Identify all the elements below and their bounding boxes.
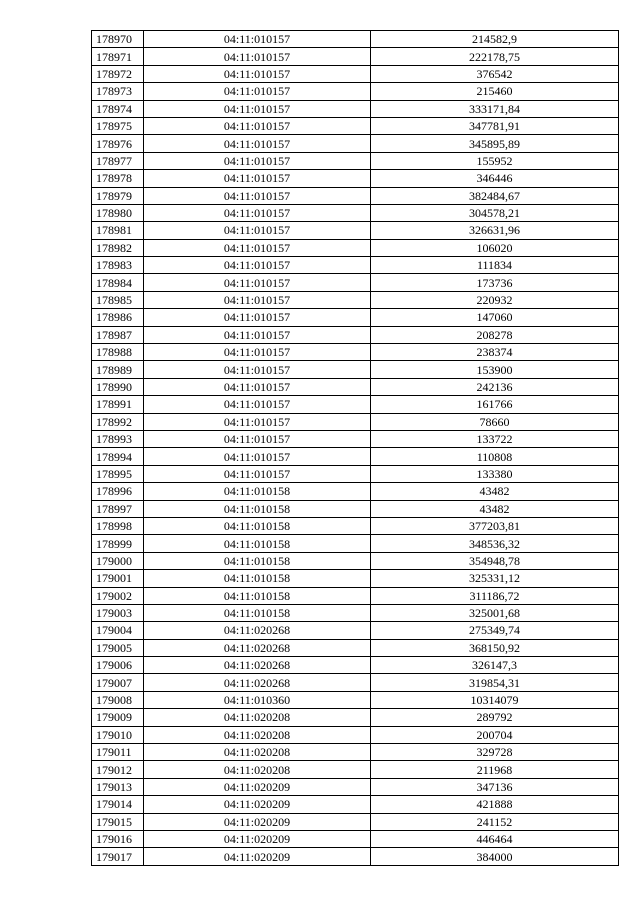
row-number-cell: 178984 — [92, 274, 144, 291]
table-row — [92, 187, 619, 204]
table-row — [92, 239, 619, 256]
row-number-cell: 179000 — [92, 552, 144, 569]
cadastral-number-cell: 04:11:010157 — [144, 344, 371, 361]
row-number-cell: 179016 — [92, 830, 144, 847]
cadastral-value-cell: 78660 — [371, 413, 619, 430]
cadastral-value-cell: 319854,31 — [371, 674, 619, 691]
cadastral-value-cell: 110808 — [371, 448, 619, 465]
cadastral-number-cell: 04:11:010157 — [144, 257, 371, 274]
table-row — [92, 761, 619, 778]
table-row — [92, 552, 619, 569]
cadastral-value-cell: 354948,78 — [371, 552, 619, 569]
cadastral-value-cell: 220932 — [371, 291, 619, 308]
cadastral-number-cell: 04:11:010158 — [144, 500, 371, 517]
cadastral-number-cell: 04:11:010158 — [144, 570, 371, 587]
cadastral-number-cell: 04:11:010158 — [144, 517, 371, 534]
row-number-cell: 178990 — [92, 378, 144, 395]
table-row — [92, 48, 619, 65]
table-body — [92, 31, 619, 866]
table-row — [92, 152, 619, 169]
row-number-cell: 178991 — [92, 396, 144, 413]
cadastral-number-cell: 04:11:010157 — [144, 65, 371, 82]
cadastral-value-cell: 238374 — [371, 344, 619, 361]
cadastral-number-cell: 04:11:010360 — [144, 691, 371, 708]
table-row — [92, 465, 619, 482]
cadastral-value-cell: 289792 — [371, 709, 619, 726]
cadastral-value-cell: 43482 — [371, 500, 619, 517]
row-number-cell: 178976 — [92, 135, 144, 152]
cadastral-number-cell: 04:11:020209 — [144, 830, 371, 847]
table-row — [92, 517, 619, 534]
cadastral-value-cell: 326631,96 — [371, 222, 619, 239]
row-number-cell: 178978 — [92, 170, 144, 187]
cadastral-value-cell: 200704 — [371, 726, 619, 743]
table-row — [92, 691, 619, 708]
table-row — [92, 657, 619, 674]
table-row — [92, 483, 619, 500]
row-number-cell: 178993 — [92, 430, 144, 447]
cadastral-number-cell: 04:11:010158 — [144, 587, 371, 604]
table-row — [92, 639, 619, 656]
cadastral-number-cell: 04:11:010157 — [144, 291, 371, 308]
cadastral-value-cell: 133380 — [371, 465, 619, 482]
row-number-cell: 179011 — [92, 744, 144, 761]
cadastral-value-cell: 153900 — [371, 361, 619, 378]
cadastral-value-table — [91, 30, 619, 866]
row-number-cell: 179002 — [92, 587, 144, 604]
row-number-cell: 179004 — [92, 622, 144, 639]
table-row — [92, 830, 619, 847]
table-row — [92, 813, 619, 830]
cadastral-number-cell: 04:11:010157 — [144, 83, 371, 100]
cadastral-value-cell: 347136 — [371, 778, 619, 795]
cadastral-value-cell: 329728 — [371, 744, 619, 761]
table-row — [92, 291, 619, 308]
table-row — [92, 274, 619, 291]
row-number-cell: 179014 — [92, 796, 144, 813]
row-number-cell: 179003 — [92, 604, 144, 621]
row-number-cell: 179010 — [92, 726, 144, 743]
row-number-cell: 178994 — [92, 448, 144, 465]
table-row — [92, 31, 619, 48]
cadastral-number-cell: 04:11:020208 — [144, 726, 371, 743]
table-row — [92, 430, 619, 447]
table-row — [92, 309, 619, 326]
cadastral-number-cell: 04:11:010157 — [144, 170, 371, 187]
table-row — [92, 361, 619, 378]
cadastral-number-cell: 04:11:010158 — [144, 483, 371, 500]
row-number-cell: 178982 — [92, 239, 144, 256]
cadastral-value-cell: 147060 — [371, 309, 619, 326]
row-number-cell: 179017 — [92, 848, 144, 865]
table-row — [92, 587, 619, 604]
row-number-cell: 178983 — [92, 257, 144, 274]
cadastral-number-cell: 04:11:010157 — [144, 48, 371, 65]
cadastral-number-cell: 04:11:020209 — [144, 813, 371, 830]
cadastral-value-cell: 155952 — [371, 152, 619, 169]
cadastral-value-cell: 215460 — [371, 83, 619, 100]
cadastral-number-cell: 04:11:020209 — [144, 778, 371, 795]
row-number-cell: 178998 — [92, 517, 144, 534]
cadastral-value-cell: 421888 — [371, 796, 619, 813]
cadastral-value-cell: 208278 — [371, 326, 619, 343]
table-row — [92, 100, 619, 117]
row-number-cell: 179009 — [92, 709, 144, 726]
cadastral-value-cell: 325331,12 — [371, 570, 619, 587]
table-row — [92, 674, 619, 691]
cadastral-number-cell: 04:11:010157 — [144, 448, 371, 465]
row-number-cell: 178973 — [92, 83, 144, 100]
cadastral-number-cell: 04:11:020209 — [144, 848, 371, 865]
cadastral-value-cell: 325001,68 — [371, 604, 619, 621]
cadastral-number-cell: 04:11:020208 — [144, 761, 371, 778]
cadastral-value-cell: 10314079 — [371, 691, 619, 708]
table-row — [92, 448, 619, 465]
table-row — [92, 344, 619, 361]
cadastral-value-cell: 222178,75 — [371, 48, 619, 65]
cadastral-value-cell: 382484,67 — [371, 187, 619, 204]
row-number-cell: 178992 — [92, 413, 144, 430]
cadastral-number-cell: 04:11:020208 — [144, 744, 371, 761]
cadastral-number-cell: 04:11:010157 — [144, 378, 371, 395]
table-row — [92, 570, 619, 587]
cadastral-number-cell: 04:11:010158 — [144, 552, 371, 569]
cadastral-number-cell: 04:11:020268 — [144, 622, 371, 639]
cadastral-number-cell: 04:11:010157 — [144, 187, 371, 204]
row-number-cell: 178986 — [92, 309, 144, 326]
table-row — [92, 744, 619, 761]
cadastral-number-cell: 04:11:010157 — [144, 152, 371, 169]
row-number-cell: 179007 — [92, 674, 144, 691]
table-row — [92, 326, 619, 343]
row-number-cell: 179015 — [92, 813, 144, 830]
cadastral-number-cell: 04:11:010157 — [144, 465, 371, 482]
row-number-cell: 178981 — [92, 222, 144, 239]
cadastral-value-cell: 446464 — [371, 830, 619, 847]
cadastral-value-cell: 346446 — [371, 170, 619, 187]
cadastral-number-cell: 04:11:010157 — [144, 204, 371, 221]
cadastral-value-cell: 326147,3 — [371, 657, 619, 674]
cadastral-number-cell: 04:11:020209 — [144, 796, 371, 813]
table-row — [92, 726, 619, 743]
cadastral-number-cell: 04:11:010158 — [144, 604, 371, 621]
table-row — [92, 622, 619, 639]
cadastral-value-cell: 347781,91 — [371, 117, 619, 134]
cadastral-number-cell: 04:11:010157 — [144, 430, 371, 447]
table-row — [92, 204, 619, 221]
row-number-cell: 179001 — [92, 570, 144, 587]
cadastral-value-cell: 311186,72 — [371, 587, 619, 604]
table-row — [92, 378, 619, 395]
row-number-cell: 178987 — [92, 326, 144, 343]
row-number-cell: 178995 — [92, 465, 144, 482]
cadastral-value-cell: 43482 — [371, 483, 619, 500]
row-number-cell: 178972 — [92, 65, 144, 82]
row-number-cell: 179008 — [92, 691, 144, 708]
cadastral-value-cell: 368150,92 — [371, 639, 619, 656]
cadastral-number-cell: 04:11:010157 — [144, 239, 371, 256]
cadastral-value-cell: 333171,84 — [371, 100, 619, 117]
table-row — [92, 257, 619, 274]
table-row — [92, 604, 619, 621]
cadastral-value-cell: 173736 — [371, 274, 619, 291]
row-number-cell: 178997 — [92, 500, 144, 517]
table-row — [92, 500, 619, 517]
cadastral-value-cell: 376542 — [371, 65, 619, 82]
table-row — [92, 65, 619, 82]
row-number-cell: 178974 — [92, 100, 144, 117]
cadastral-number-cell: 04:11:010157 — [144, 326, 371, 343]
table-row — [92, 848, 619, 865]
cadastral-number-cell: 04:11:020268 — [144, 657, 371, 674]
row-number-cell: 178975 — [92, 117, 144, 134]
cadastral-number-cell: 04:11:010157 — [144, 222, 371, 239]
row-number-cell: 178996 — [92, 483, 144, 500]
cadastral-number-cell: 04:11:010157 — [144, 396, 371, 413]
table-row — [92, 778, 619, 795]
table-row — [92, 170, 619, 187]
cadastral-value-cell: 345895,89 — [371, 135, 619, 152]
cadastral-number-cell: 04:11:010157 — [144, 413, 371, 430]
table-row — [92, 709, 619, 726]
cadastral-number-cell: 04:11:010157 — [144, 309, 371, 326]
row-number-cell: 178979 — [92, 187, 144, 204]
cadastral-value-cell: 133722 — [371, 430, 619, 447]
cadastral-value-cell: 275349,74 — [371, 622, 619, 639]
table-row — [92, 796, 619, 813]
cadastral-number-cell: 04:11:010157 — [144, 31, 371, 48]
table-row — [92, 83, 619, 100]
cadastral-value-cell: 377203,81 — [371, 517, 619, 534]
row-number-cell: 179006 — [92, 657, 144, 674]
row-number-cell: 179012 — [92, 761, 144, 778]
cadastral-value-cell: 242136 — [371, 378, 619, 395]
row-number-cell: 178985 — [92, 291, 144, 308]
cadastral-number-cell: 04:11:020268 — [144, 674, 371, 691]
table-row — [92, 222, 619, 239]
cadastral-value-cell: 214582,9 — [371, 31, 619, 48]
cadastral-number-cell: 04:11:010157 — [144, 361, 371, 378]
cadastral-value-cell: 384000 — [371, 848, 619, 865]
table-row — [92, 135, 619, 152]
row-number-cell: 178971 — [92, 48, 144, 65]
row-number-cell: 178989 — [92, 361, 144, 378]
row-number-cell: 178999 — [92, 535, 144, 552]
cadastral-value-cell: 348536,32 — [371, 535, 619, 552]
row-number-cell: 178977 — [92, 152, 144, 169]
table-row — [92, 117, 619, 134]
cadastral-number-cell: 04:11:010157 — [144, 274, 371, 291]
row-number-cell: 179013 — [92, 778, 144, 795]
cadastral-value-cell: 211968 — [371, 761, 619, 778]
cadastral-number-cell: 04:11:010157 — [144, 135, 371, 152]
cadastral-value-cell: 304578,21 — [371, 204, 619, 221]
cadastral-number-cell: 04:11:010157 — [144, 100, 371, 117]
cadastral-value-cell: 111834 — [371, 257, 619, 274]
table-row — [92, 413, 619, 430]
table-row — [92, 535, 619, 552]
table-row — [92, 396, 619, 413]
row-number-cell: 179005 — [92, 639, 144, 656]
row-number-cell: 178970 — [92, 31, 144, 48]
cadastral-value-cell: 161766 — [371, 396, 619, 413]
cadastral-number-cell: 04:11:020208 — [144, 709, 371, 726]
cadastral-value-cell: 241152 — [371, 813, 619, 830]
cadastral-number-cell: 04:11:010157 — [144, 117, 371, 134]
cadastral-value-cell: 106020 — [371, 239, 619, 256]
row-number-cell: 178988 — [92, 344, 144, 361]
cadastral-number-cell: 04:11:020268 — [144, 639, 371, 656]
cadastral-number-cell: 04:11:010158 — [144, 535, 371, 552]
row-number-cell: 178980 — [92, 204, 144, 221]
